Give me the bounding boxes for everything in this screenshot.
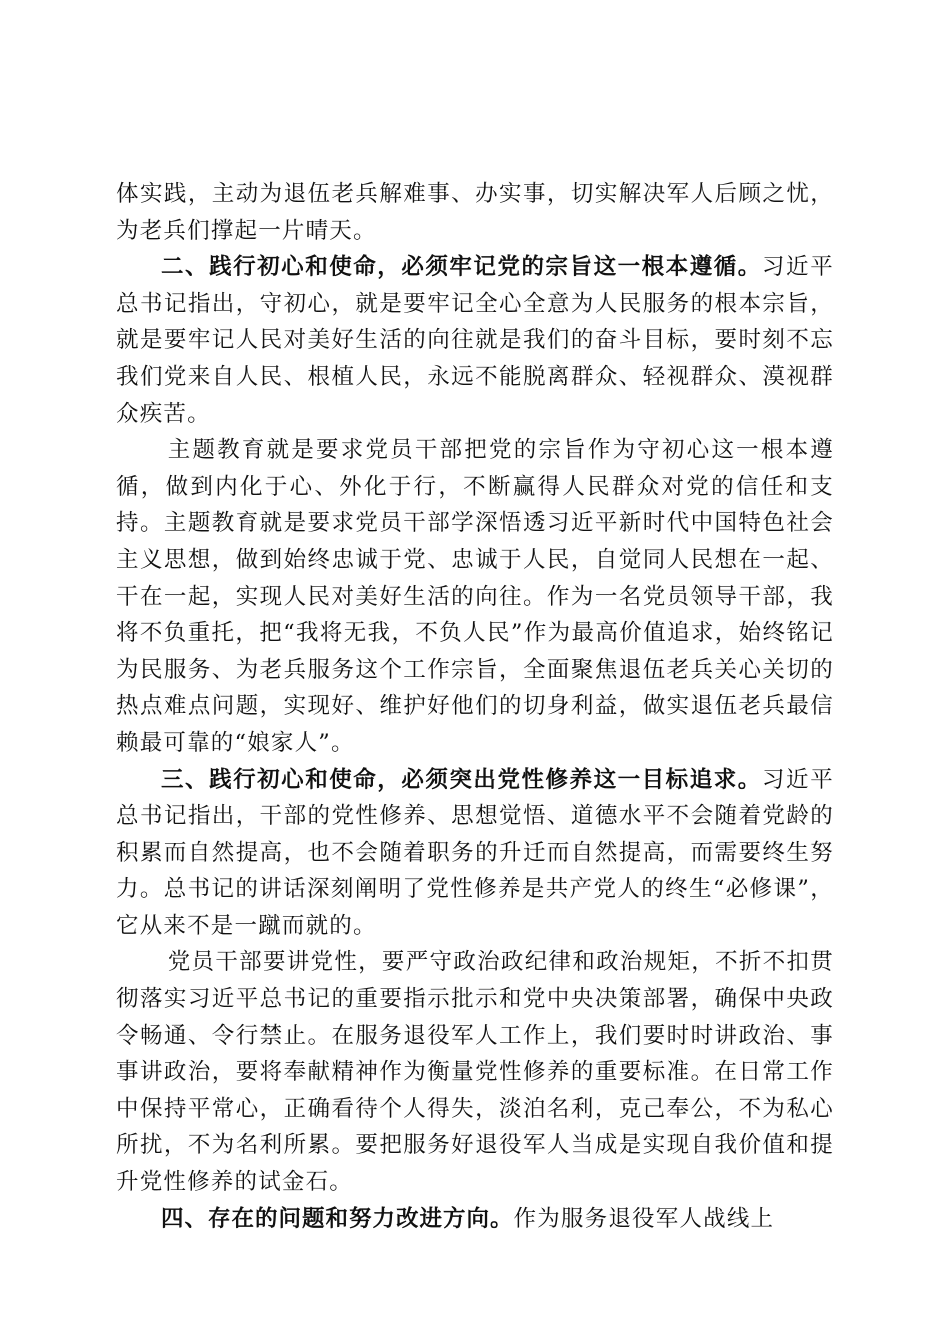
paragraph-text: 习近平总书记指出，守初心，就是要牢记全心全意为人民服务的根本宗旨，就是要牢记人民对美好生活的向往就是我们的奋斗目标，要时刻不忘我们党来自人民、根植人民，永远不能脱离群众、轻视群众、漠视群众疾苦。 (116, 254, 834, 427)
section-heading-two: 二、践行初心和使命，必须牢记党的宗旨这一根本遵循。 (161, 254, 762, 281)
paragraph-text: 党员干部要讲党性，要严守政治政纪律和政治规矩，不折不扣贯彻落实习近平总书记的重要指示批示和党中央决策部署，确保中央政令畅通、令行禁止。在服务退役军人工作上，我们要时时讲政治、事事讲政治，要将奉献精神作为衡量党性修养的重要标准。在日常工作中保持平常心，正确看待个人得失，淡泊名利，克己奉公，不为私心所扰，不为名利所累。要把服务好退役军人当成是实现自我价值和提升党性修养的试金石。 (116, 949, 834, 1196)
paragraph-section-two (116, 249, 834, 432)
section-heading-three: 三、践行初心和使命，必须突出党性修养这一目标追求。 (161, 766, 762, 793)
section-heading-four: 四、存在的问题和努力改进方向。 (161, 1205, 514, 1232)
paragraph-party-spirit (116, 944, 834, 1200)
paragraph-text: 体实践，主动为退伍老兵解难事、办实事，切实解决军人后顾之忧，为老兵们撑起一片晴天。 (116, 181, 834, 244)
paragraph-text: 习近平总书记指出，干部的党性修养、思想觉悟、道德水平不会随着党龄的积累而自然提高，也不会随着职务的升迁而自然提高，而需要终生努力。总书记的讲话深刻阐明了党性修养是共产党人的终生“必修课”，它从来不是一蹴而就的。 (116, 766, 834, 939)
document-body (116, 176, 834, 1237)
paragraph-section-four (116, 1201, 834, 1238)
paragraph-theme-education (116, 432, 834, 761)
paragraph-section-three (116, 762, 834, 945)
paragraph-text: 作为服务退役军人战线上 (513, 1205, 775, 1232)
paragraph-continuation (116, 176, 834, 249)
paragraph-text: 主题教育就是要求党员干部把党的宗旨作为守初心这一根本遵循，做到内化于心、外化于行，不断赢得人民群众对党的信任和支持。主题教育就是要求党员干部学深悟透习近平新时代中国特色社会主义思想，做到始终忠诚于党、忠诚于人民，自觉同人民想在一起、干在一起，实现人民对美好生活的向往。作为一名党员领导干部，我将不负重托，把“我将无我，不负人民”作为最高价值追求，始终铭记为民服务、为老兵服务这个工作宗旨，全面聚焦退伍老兵关心关切的热点难点问题，实现好、维护好他们的切身利益，做实退伍老兵最信赖最可靠的“娘家人”。 (116, 437, 834, 756)
